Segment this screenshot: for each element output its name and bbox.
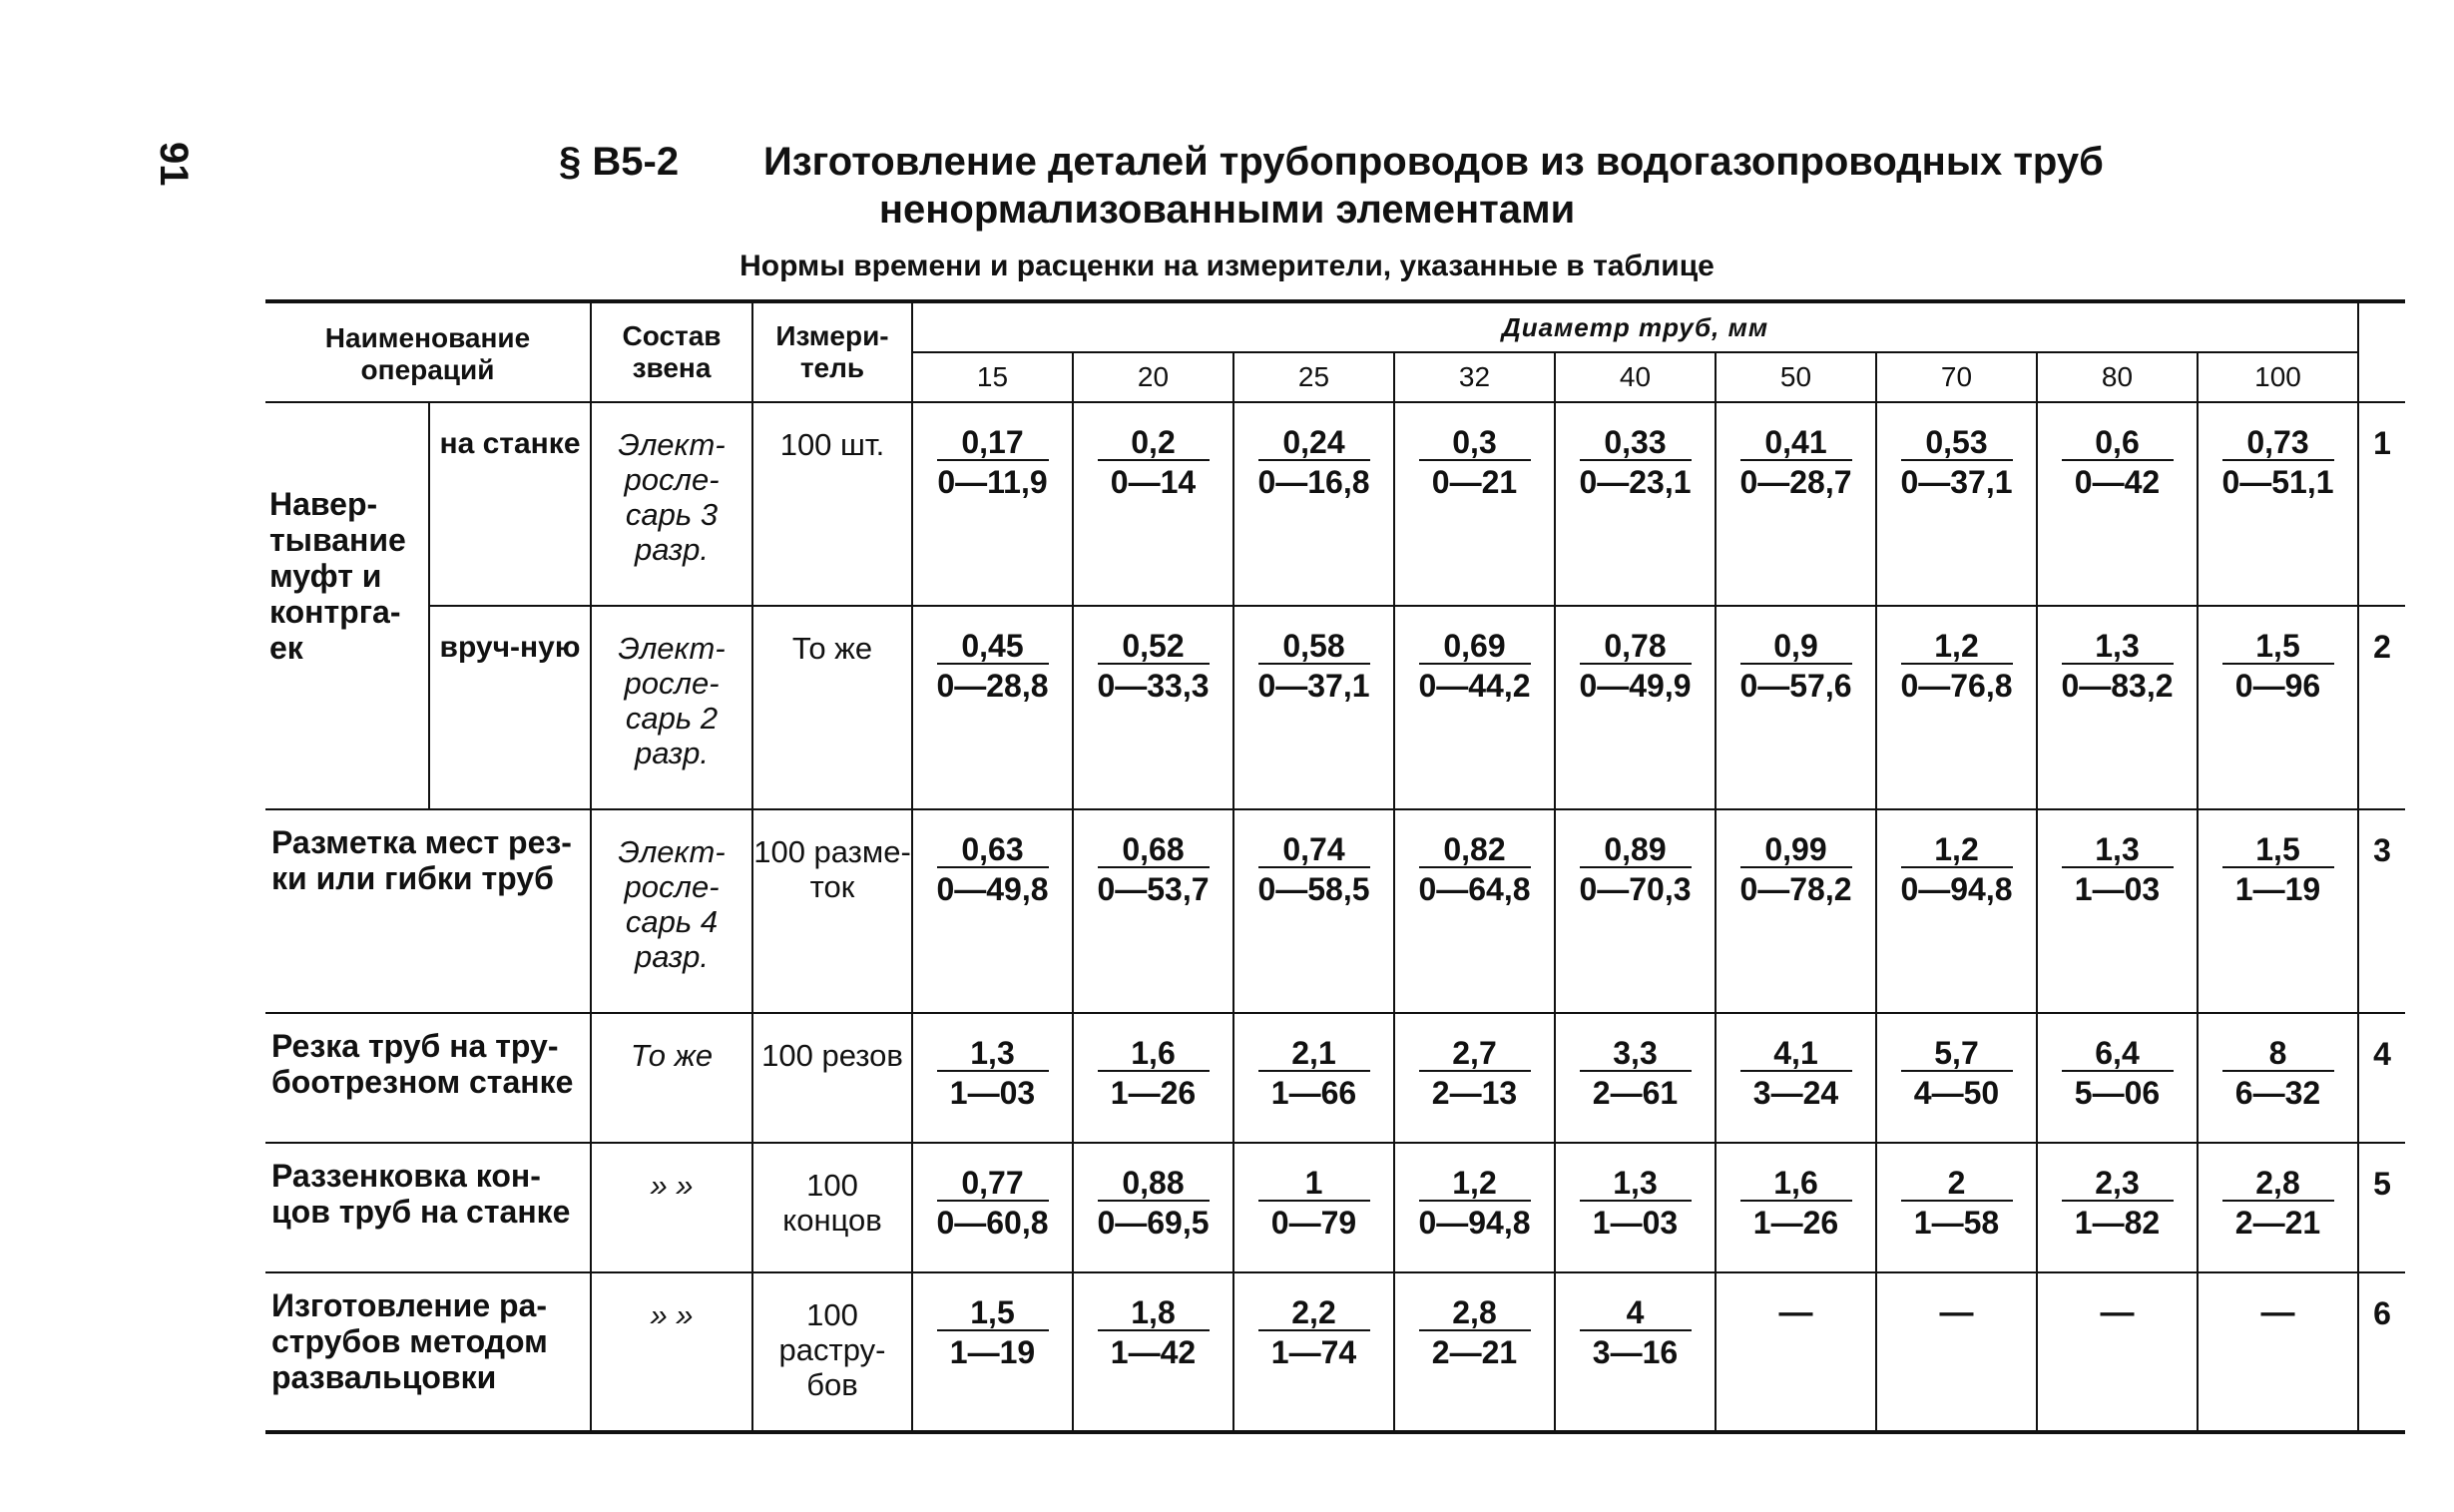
value-cell	[2037, 1143, 2198, 1272]
operation-name: Разметка мест рез-ки или гибки труб	[265, 809, 591, 1013]
operation-group: Навер-тывание муфт и контрга-ек	[265, 402, 429, 809]
value-cell	[1716, 402, 1876, 606]
value-cell	[1555, 402, 1716, 606]
table-row	[265, 809, 2405, 1013]
header-operation: Наименование операций	[265, 301, 591, 402]
price-rate: 0—44,2	[1418, 668, 1531, 704]
value-cell	[1555, 809, 1716, 1013]
price-rate: 0—49,8	[936, 871, 1049, 907]
value-cell	[1073, 1013, 1233, 1143]
value-cell	[1555, 1013, 1716, 1143]
price-rate: 3—16	[1592, 1334, 1679, 1370]
diameter-100: 100	[2198, 352, 2358, 402]
price-rate: 0—96	[2234, 668, 2321, 704]
value-cell	[912, 402, 1073, 606]
time-norm: 2,7	[1419, 1036, 1531, 1072]
time-norm: 0,6	[2062, 425, 2174, 461]
time-norm: 2,1	[1258, 1036, 1370, 1072]
value-cell	[1555, 1143, 1716, 1272]
page-number: 91	[152, 142, 196, 187]
price-rate: 0—51,1	[2221, 464, 2334, 500]
diameter-50: 50	[1716, 352, 1876, 402]
measure-cell: 100 разме-ток	[752, 809, 912, 1013]
price-rate: 0—79	[1270, 1205, 1357, 1241]
time-norm: 5,7	[1901, 1036, 2013, 1072]
time-norm: 2,3	[2062, 1166, 2174, 1202]
time-norm: 6,4	[2062, 1036, 2174, 1072]
time-norm: 0,63	[937, 832, 1049, 868]
value-cell	[1876, 402, 2037, 606]
price-rate: 1—82	[2074, 1205, 2161, 1241]
diameter-70: 70	[1876, 352, 2037, 402]
diameter-20: 20	[1073, 352, 1233, 402]
price-rate: 0—33,3	[1097, 668, 1210, 704]
crew-cell: Элект-росле-сарь 3 разр.	[591, 402, 752, 606]
operation-name: Раззенковка кон-цов труб на станке	[265, 1143, 591, 1272]
price-rate: 1—58	[1913, 1205, 2000, 1241]
value-cell	[1394, 1272, 1555, 1432]
value-cell	[2037, 1013, 2198, 1143]
price-rate: 0—23,1	[1579, 464, 1692, 500]
price-rate: 0—78,2	[1739, 871, 1852, 907]
price-rate: 1—66	[1270, 1075, 1357, 1111]
price-rate: 0—37,1	[1900, 464, 2013, 500]
time-norm: 2	[1901, 1166, 2013, 1202]
time-norm: 0,41	[1740, 425, 1852, 461]
price-rate: 0—60,8	[936, 1205, 1049, 1241]
value-cell	[1394, 1013, 1555, 1143]
price-rate: 0—70,3	[1579, 871, 1692, 907]
value-cell	[1233, 1272, 1394, 1432]
value-cell	[2198, 1013, 2358, 1143]
price-rate: 0—28,7	[1739, 464, 1852, 500]
price-rate: 1—42	[1110, 1334, 1197, 1370]
value-cell	[1073, 1272, 1233, 1432]
value-cell	[2037, 402, 2198, 606]
value-cell	[2198, 606, 2358, 809]
price-rate: 0—76,8	[1900, 668, 2013, 704]
price-rate: 0—58,5	[1257, 871, 1370, 907]
value-cell	[1233, 402, 1394, 606]
header-num	[2358, 301, 2405, 402]
table-row	[265, 1143, 2405, 1272]
time-norm: 1,6	[1740, 1166, 1852, 1202]
diameter-80: 80	[2037, 352, 2198, 402]
header-row	[265, 301, 2405, 352]
measure-cell: То же	[752, 606, 912, 809]
time-norm: 0,89	[1580, 832, 1692, 868]
table-row	[265, 402, 2405, 606]
value-cell	[912, 606, 1073, 809]
value-cell	[1233, 1143, 1394, 1272]
value-cell	[1716, 1013, 1876, 1143]
measure-cell: 100 концов	[752, 1143, 912, 1272]
value-cell	[1716, 1143, 1876, 1272]
time-norm: 0,24	[1258, 425, 1370, 461]
header-measure: Измери-тель	[752, 301, 912, 402]
crew-cell: » »	[591, 1272, 752, 1432]
time-norm: 8	[2222, 1036, 2334, 1072]
time-norm: 0,74	[1258, 832, 1370, 868]
price-rate: 0—53,7	[1097, 871, 1210, 907]
time-norm: 2,2	[1258, 1295, 1370, 1331]
value-cell	[1394, 809, 1555, 1013]
value-cell	[912, 1013, 1073, 1143]
price-rate: 2—61	[1592, 1075, 1679, 1111]
price-rate: 0—28,8	[936, 668, 1049, 704]
price-rate: 1—74	[1270, 1334, 1357, 1370]
value-cell	[1073, 606, 1233, 809]
price-rate: 0—57,6	[1739, 668, 1852, 704]
time-norm: 0,88	[1098, 1166, 1210, 1202]
value-cell	[912, 1143, 1073, 1272]
table-row	[265, 1013, 2405, 1143]
row-number: 5	[2358, 1143, 2405, 1272]
price-rate: 5—06	[2074, 1075, 2161, 1111]
row-number: 6	[2358, 1272, 2405, 1432]
time-norm: 0,99	[1740, 832, 1852, 868]
header-crew: Состав звена	[591, 301, 752, 402]
table-row	[265, 1272, 2405, 1432]
price-rate: 1—03	[949, 1075, 1036, 1111]
time-norm: 0,82	[1419, 832, 1531, 868]
price-rate: 1—03	[1592, 1205, 1679, 1241]
price-rate: 0—83,2	[2061, 668, 2174, 704]
value-cell	[912, 809, 1073, 1013]
value-cell	[2037, 606, 2198, 809]
price-rate: 1—26	[1752, 1205, 1839, 1241]
value-cell	[1555, 606, 1716, 809]
time-norm: 2,8	[1419, 1295, 1531, 1331]
crew-cell: Элект-росле-сарь 4 разр.	[591, 809, 752, 1013]
price-rate: 0—21	[1431, 464, 1518, 500]
time-norm: 0,68	[1098, 832, 1210, 868]
price-rate: 1—19	[2234, 871, 2321, 907]
time-norm: 1,3	[1580, 1166, 1692, 1202]
title-line-1: Изготовление деталей трубопроводов из водогазопроводных труб	[763, 140, 2104, 184]
time-norm: 0,45	[937, 629, 1049, 665]
time-norm: 0,17	[937, 425, 1049, 461]
operation-subtype: вруч-ную	[429, 606, 591, 809]
measure-cell: 100 резов	[752, 1013, 912, 1143]
time-norm: 1,2	[1901, 832, 2013, 868]
measure-cell: 100 шт.	[752, 402, 912, 606]
value-cell	[912, 1272, 1073, 1432]
value-cell	[1716, 809, 1876, 1013]
table-row	[265, 606, 2405, 809]
time-norm: 4	[1580, 1295, 1692, 1331]
price-rate: 2—21	[2234, 1205, 2321, 1241]
diameter-32: 32	[1394, 352, 1555, 402]
value-cell: —	[2037, 1272, 2198, 1432]
price-rate: 1—03	[2074, 871, 2161, 907]
value-cell	[2198, 402, 2358, 606]
time-norm: 0,77	[937, 1166, 1049, 1202]
price-rate: 0—16,8	[1257, 464, 1370, 500]
section-number: § В5-2	[559, 140, 680, 184]
time-norm: 1,3	[2062, 629, 2174, 665]
time-norm: 0,52	[1098, 629, 1210, 665]
value-cell	[1716, 606, 1876, 809]
value-cell	[1233, 809, 1394, 1013]
time-norm: 1,2	[1419, 1166, 1531, 1202]
value-cell	[2037, 809, 2198, 1013]
value-cell	[1073, 809, 1233, 1013]
time-norm: 1,8	[1098, 1295, 1210, 1331]
time-norm: 0,58	[1258, 629, 1370, 665]
row-number: 3	[2358, 809, 2405, 1013]
value-cell	[1394, 1143, 1555, 1272]
price-rate: 0—64,8	[1418, 871, 1531, 907]
value-cell	[2198, 809, 2358, 1013]
table-subtitle: Нормы времени и расценки на измерители, указанные в таблице	[739, 250, 1715, 282]
time-norm: 0,53	[1901, 425, 2013, 461]
price-rate: 0—94,8	[1418, 1205, 1531, 1241]
header-diameter: Диаметр труб, мм	[912, 301, 2358, 352]
value-cell	[1394, 402, 1555, 606]
value-cell	[1876, 606, 2037, 809]
price-rate: 2—13	[1431, 1075, 1518, 1111]
row-number: 1	[2358, 402, 2405, 606]
price-rate: 3—24	[1752, 1075, 1839, 1111]
time-norm: 1,5	[2222, 832, 2334, 868]
time-norm: 1,2	[1901, 629, 2013, 665]
value-cell	[2198, 1143, 2358, 1272]
time-norm: 0,3	[1419, 425, 1531, 461]
value-cell	[1233, 606, 1394, 809]
title-row	[559, 140, 2104, 185]
measure-cell: 100 растру-бов	[752, 1272, 912, 1432]
price-rate: 4—50	[1913, 1075, 2000, 1111]
diameter-40: 40	[1555, 352, 1716, 402]
value-cell	[1876, 1143, 2037, 1272]
crew-cell: Элект-росле-сарь 2 разр.	[591, 606, 752, 809]
crew-cell: То же	[591, 1013, 752, 1143]
value-cell	[1555, 1272, 1716, 1432]
price-rate: 0—94,8	[1900, 871, 2013, 907]
price-rate: 2—21	[1431, 1334, 1518, 1370]
time-norm: 1,3	[2062, 832, 2174, 868]
value-cell: —	[1876, 1272, 2037, 1432]
time-norm: 4,1	[1740, 1036, 1852, 1072]
time-norm: 0,73	[2222, 425, 2334, 461]
value-cell	[1876, 809, 2037, 1013]
operation-name: Резка труб на тру-боотрезном станке	[265, 1013, 591, 1143]
time-norm: 3,3	[1580, 1036, 1692, 1072]
row-number: 4	[2358, 1013, 2405, 1143]
price-rate: 6—32	[2234, 1075, 2321, 1111]
time-norm: 2,8	[2222, 1166, 2334, 1202]
operation-name: Изготовление ра-струбов методом развальцовки	[265, 1272, 591, 1432]
price-rate: 0—42	[2074, 464, 2161, 500]
operation-subtype: на станке	[429, 402, 591, 606]
diameter-25: 25	[1233, 352, 1394, 402]
price-rate: 0—69,5	[1097, 1205, 1210, 1241]
price-rate: 0—37,1	[1257, 668, 1370, 704]
value-cell	[1073, 1143, 1233, 1272]
price-rate: 1—19	[949, 1334, 1036, 1370]
time-norm: 1,6	[1098, 1036, 1210, 1072]
value-cell: —	[2198, 1272, 2358, 1432]
value-cell	[1233, 1013, 1394, 1143]
price-rate: 1—26	[1110, 1075, 1197, 1111]
price-rate: 0—49,9	[1579, 668, 1692, 704]
norms-table	[265, 299, 2405, 1434]
title-line-2: ненормализованными элементами	[878, 188, 1576, 232]
value-cell: —	[1716, 1272, 1876, 1432]
row-number: 2	[2358, 606, 2405, 809]
time-norm: 0,33	[1580, 425, 1692, 461]
time-norm: 0,69	[1419, 629, 1531, 665]
time-norm: 1,3	[937, 1036, 1049, 1072]
time-norm: 1,5	[937, 1295, 1049, 1331]
time-norm: 0,9	[1740, 629, 1852, 665]
crew-cell: » »	[591, 1143, 752, 1272]
price-rate: 0—11,9	[937, 464, 1048, 500]
value-cell	[1073, 402, 1233, 606]
diameter-15: 15	[912, 352, 1073, 402]
value-cell	[1394, 606, 1555, 809]
price-rate: 0—14	[1110, 464, 1197, 500]
time-norm: 0,78	[1580, 629, 1692, 665]
value-cell	[1876, 1013, 2037, 1143]
time-norm: 0,2	[1098, 425, 1210, 461]
time-norm: 1	[1258, 1166, 1370, 1202]
time-norm: 1,5	[2222, 629, 2334, 665]
